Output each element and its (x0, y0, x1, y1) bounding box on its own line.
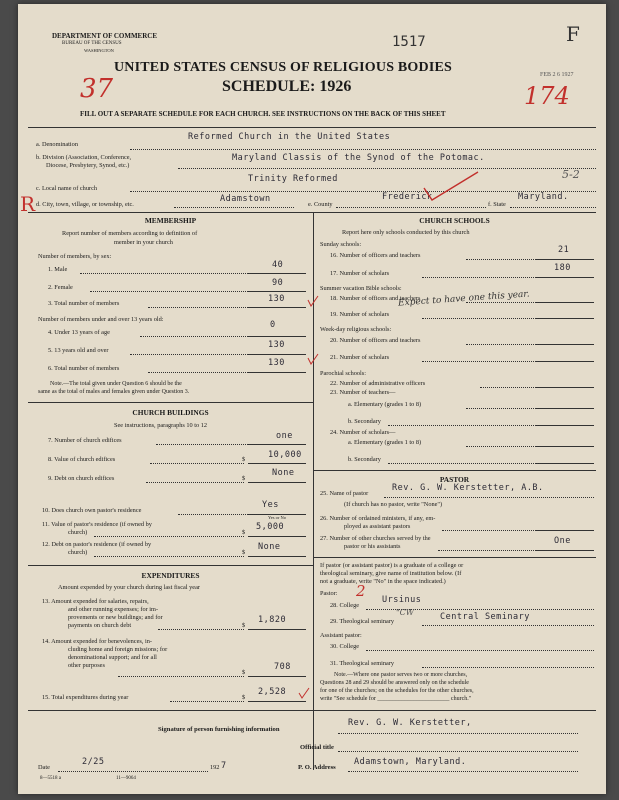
q14-line-1: 14. Amount expended for benevolences, in- (42, 638, 152, 645)
q24a-leader (466, 446, 536, 447)
q31-line (422, 667, 594, 668)
signature-line (338, 733, 578, 734)
signature-value: Rev. G. W. Kerstetter, (348, 718, 472, 728)
q19-leader (422, 318, 536, 319)
membership-note-1: Note.—The total given under Question 6 should be the (50, 381, 182, 387)
q12-field (248, 556, 306, 557)
membership-heading: MEMBERSHIP (144, 216, 197, 225)
q7-leader (156, 444, 248, 445)
q11-dollar: $ (242, 529, 246, 536)
buildings-intro: See instructions, paragraphs 10 to 12 (114, 422, 208, 429)
pastor-note-2: Questions 28 and 29 should be answered only on the schedule (320, 680, 469, 686)
q26-line-2: ployed as assistant pastors (344, 523, 411, 530)
q22-label: 22. Number of administrative officers (330, 380, 426, 387)
q3-field (248, 307, 306, 308)
identity-rule (28, 212, 596, 213)
schools-rule (313, 470, 596, 471)
q29-line (422, 625, 594, 626)
q28-label: 28. College (330, 602, 360, 609)
q22-field (536, 387, 594, 388)
q11-value: 5,000 (256, 522, 285, 532)
q14-dollar: $ (242, 669, 246, 676)
q4-field (248, 336, 306, 337)
church-name-value: Trinity Reformed (248, 174, 338, 184)
schools-intro: Report here only schools conducted by this church (342, 229, 470, 236)
q21-label: 21. Number of scholars (330, 354, 390, 361)
q23a-leader (466, 408, 536, 409)
denomination-value: Reformed Church in the United States (188, 132, 391, 142)
pastor-note-3: for one of the churches; on the schedules for the other churches, (320, 688, 474, 694)
q23a-label: a. Elementary (grades 1 to 8) (348, 401, 422, 408)
q10-label: 10. Does church own pastor's residence (42, 507, 142, 514)
q11-leader (94, 536, 244, 537)
q29-value: Central Seminary (440, 612, 530, 622)
q21-leader (422, 361, 536, 362)
q27-leader (438, 550, 536, 551)
date-line (58, 771, 208, 772)
q27-value: One (554, 536, 571, 546)
q14-field (248, 676, 306, 677)
q22-leader (480, 387, 536, 388)
county-label: e. County (308, 201, 333, 208)
q27-field (536, 550, 594, 551)
header-rule (28, 127, 596, 128)
yes-no-hint: Yes or No (268, 515, 287, 520)
q7-field (248, 444, 306, 445)
q16-label: 16. Number of officers and teachers (330, 252, 421, 259)
red-number-left: 37 (80, 74, 114, 104)
q24b-label: b. Secondary (348, 456, 381, 463)
q9-leader (146, 482, 244, 483)
q6-field (248, 372, 306, 373)
q8-label: 8. Value of church edifices (48, 456, 116, 463)
city-line (174, 207, 294, 208)
sunday-label: Sunday schools: (320, 241, 362, 248)
q11-field (248, 536, 306, 537)
q11-label-2: church) (68, 529, 88, 536)
q9-field (248, 482, 306, 483)
q14-line-3: denominational support; and for all (68, 654, 157, 661)
date-value: 2/25 (82, 757, 105, 767)
q13-line-2: and other running expenses; for im- (68, 606, 159, 613)
city-value: Adamstown (220, 194, 271, 204)
q5-label: 5. 13 years old and over (48, 347, 109, 354)
schedule-title: SCHEDULE: 1926 (222, 78, 352, 95)
summer-label: Summer vacation Bible schools: (320, 285, 402, 292)
q5-field (248, 354, 306, 355)
q13-line-1: 13. Amount expended for salaries, repairs, (42, 598, 149, 605)
grad-line-2: theological seminary, give name of institution below. (If (320, 570, 462, 577)
department-label: DEPARTMENT OF COMMERCE (52, 32, 158, 40)
membership-intro-2: member in your church (114, 239, 173, 246)
q25-label: 25. Name of pastor (320, 490, 369, 497)
q5-value: 130 (268, 340, 285, 350)
q24b-field (536, 463, 594, 464)
grad-line-1: If pastor (or assistant pastor) is a graduate of a college or (320, 562, 464, 569)
q13-leader (158, 629, 244, 630)
q14-line-4: other purposes (68, 662, 105, 669)
q2-value: 90 (272, 278, 284, 288)
q23b-label: b. Secondary (348, 418, 381, 425)
q14-value: 708 (274, 662, 291, 672)
q12-leader (94, 556, 244, 557)
q3-leader (148, 307, 248, 308)
po-address-label: P. O. Address (298, 764, 336, 771)
q12-label-2: church) (68, 549, 88, 556)
q21-field (536, 361, 594, 362)
q23b-leader (388, 425, 536, 426)
q15-check-mark (298, 687, 310, 699)
q5-leader (130, 354, 248, 355)
q31-label: 31. Theological seminary (330, 660, 395, 667)
q15-label: 15. Total expenditures during year (42, 694, 129, 701)
church-name-label: c. Local name of church (36, 185, 98, 192)
q26-field (536, 530, 594, 531)
q3-value: 130 (268, 294, 285, 304)
official-title-line (338, 751, 578, 752)
membership-rule (28, 402, 313, 403)
q14-line-2: cluding home and foreign missions; for (68, 646, 168, 653)
q6-leader (148, 372, 248, 373)
q15-field (248, 701, 306, 702)
state-line (510, 207, 596, 208)
parochial-label: Parochial schools: (320, 370, 366, 377)
q28-value: Ursinus (382, 595, 422, 605)
division-label-2: Diocese, Presbytery, Synod, etc.) (46, 162, 130, 169)
form-title: UNITED STATES CENSUS OF RELIGIOUS BODIES (114, 60, 453, 75)
q8-dollar: $ (242, 456, 246, 463)
county-check-mark (422, 170, 482, 204)
q27-rule (313, 557, 596, 558)
membership-note-2: same as the total of males and females given under Question 3. (38, 389, 190, 395)
q25-value: Rev. G. W. Kerstetter, A.B. (392, 483, 544, 493)
print-number: 11—9064 (116, 776, 136, 781)
buildings-heading: CHURCH BUILDINGS (132, 408, 209, 417)
division-line (178, 168, 596, 169)
q14-leader (118, 676, 244, 677)
q6-value: 130 (268, 358, 285, 368)
q20-leader (466, 344, 536, 345)
q17-leader (422, 277, 536, 278)
denomination-label: a. Denomination (36, 141, 78, 148)
expenditures-heading: EXPENDITURES (141, 571, 200, 580)
q16-field (536, 259, 594, 260)
q13-field (248, 629, 306, 630)
date-label: Date (38, 764, 50, 771)
q13-dollar: $ (242, 622, 246, 629)
q11-label-1: 11. Value of pastor's residence (if owned by (42, 521, 152, 528)
q12-value: None (258, 542, 281, 552)
received-stamp: FEB 2 6 1927 (540, 72, 574, 78)
q30-line (366, 650, 594, 651)
city-label: WASHINGTON (84, 48, 114, 53)
expenditures-intro: Amount expended by your church during last fiscal year (58, 584, 200, 591)
po-address-line (348, 771, 578, 772)
year-prefix: 192 (210, 764, 220, 771)
buildings-rule (28, 565, 313, 566)
pastor-heading: PASTOR (439, 475, 470, 484)
q9-value: None (272, 468, 295, 478)
q1-label: 1. Male (48, 266, 68, 273)
state-value: Maryland. (518, 192, 569, 202)
q15-dollar: $ (242, 694, 246, 701)
q17-value: 180 (554, 263, 571, 273)
q16-value: 21 (558, 245, 570, 255)
q24a-label: a. Elementary (grades 1 to 8) (348, 439, 422, 446)
q10-value: Yes (262, 500, 279, 510)
q29-label: 29. Theological seminary (330, 618, 395, 625)
q18-field (536, 302, 594, 303)
q25-note: (If church has no pastor, write "None") (344, 501, 443, 508)
corner-mark: F (566, 22, 580, 46)
grad-line-3: not a graduate, write "No" in the space indicated.) (320, 578, 446, 585)
q1-leader (80, 273, 248, 274)
pastor-note-4: write "See schedule for ________________________ church." (320, 696, 472, 702)
seminary-pencil-mark: "CW (396, 608, 415, 617)
form-number: 8—5518 a (40, 776, 61, 781)
year-suffix: 7 (221, 761, 227, 771)
q30-label: 30. College (330, 643, 360, 650)
age-intro: Number of members under and over 13 years old: (38, 316, 164, 323)
q3-label: 3. Total number of members (48, 300, 120, 307)
q1-value: 40 (272, 260, 284, 270)
q17-label: 17. Number of scholars (330, 270, 390, 277)
census-schedule-page (18, 4, 606, 794)
members-by-sex: Number of members, by sex: (38, 253, 112, 260)
bureau-label: BUREAU OF THE CENSUS (62, 41, 122, 46)
college-mark: 2 (356, 582, 366, 600)
q10-leader (178, 514, 248, 515)
margin-mark: 5-2 (562, 168, 580, 181)
q4-label: 4. Under 13 years of age (48, 329, 110, 336)
q23a-field (536, 408, 594, 409)
q7-label: 7. Number of church edifices (48, 437, 122, 444)
q9-dollar: $ (242, 475, 246, 482)
q1-field (248, 273, 306, 274)
q19-label: 19. Number of scholars (330, 311, 390, 318)
pastor-subheading: Pastor: (320, 590, 338, 597)
q26-leader (442, 530, 536, 531)
q17-field (536, 277, 594, 278)
city-label: d. City, town, village, or township, etc. (36, 201, 134, 208)
q19-field (536, 318, 594, 319)
q15-value: 2,528 (258, 687, 287, 697)
q4-leader (140, 336, 248, 337)
division-value: Maryland Classis of the Synod of the Potomac. (232, 153, 485, 163)
q25-line (384, 497, 594, 498)
q2-label: 2. Female (48, 284, 73, 291)
state-label: f. State (488, 201, 506, 208)
q23b-field (536, 425, 594, 426)
membership-intro-1: Report number of members according to definition of (62, 230, 198, 237)
q13-line-4: payments on church debt (68, 622, 132, 629)
county-line (336, 207, 486, 208)
q2-field (248, 291, 306, 292)
q13-line-3: provements or new buildings; and for (68, 614, 163, 621)
q12-label-1: 12. Debt on pastor's residence (if owned by (42, 541, 152, 548)
membership-check-marks (306, 294, 320, 374)
q18-label: 18. Number of officers and teachers (330, 295, 421, 302)
q15-leader (170, 701, 244, 702)
q24b-leader (388, 463, 536, 464)
official-title-label: Official title (300, 744, 334, 751)
denomination-line (130, 149, 596, 150)
assistant-subheading: Assistant pastor: (320, 632, 362, 639)
q7-value: one (276, 431, 293, 441)
schools-heading: CHURCH SCHOOLS (419, 216, 490, 225)
q8-field (248, 463, 306, 464)
signature-label: Signature of person furnishing information (158, 726, 280, 733)
q4-value: 0 (270, 320, 276, 330)
q20-field (536, 344, 594, 345)
q27-line-2: pastor or his assistants (344, 543, 401, 550)
r-mark: R (20, 192, 36, 216)
division-label-1: b. Division (Association, Conference, (36, 154, 132, 161)
q24a-field (536, 446, 594, 447)
weekday-label: Week-day religious schools: (320, 326, 392, 333)
q8-leader (150, 463, 244, 464)
summer-school-note: Expect to have one this year. (397, 289, 530, 309)
q8-value: 10,000 (268, 450, 302, 460)
stamp-number: 1517 (392, 34, 426, 50)
q13-value: 1,820 (258, 615, 287, 625)
q9-label: 9. Debt on church edifices (48, 475, 115, 482)
q20-label: 20. Number of officers and teachers (330, 337, 421, 344)
q24-label: 24. Number of scholars— (330, 429, 396, 436)
q26-line-1: 26. Number of ordained ministers, if any, em- (320, 515, 436, 522)
q27-line-1: 27. Number of other churches served by the (320, 535, 431, 542)
q16-leader (466, 259, 536, 260)
footer-rule (28, 710, 596, 711)
q23-label: 23. Number of teachers— (330, 389, 396, 396)
q12-dollar: $ (242, 549, 246, 556)
po-address-value: Adamstown, Maryland. (354, 757, 467, 767)
fill-instructions: FILL OUT A SEPARATE SCHEDULE FOR EACH CHURCH. SEE INSTRUCTIONS ON THE BACK OF THIS SHEET (80, 110, 446, 118)
q6-label: 6. Total number of members (48, 365, 120, 372)
q2-leader (90, 291, 248, 292)
pastor-note-1: Note.—Where one pastor serves two or more churches, (334, 672, 468, 678)
county-value: Frederick (382, 192, 433, 202)
red-number-right: 174 (524, 82, 570, 110)
